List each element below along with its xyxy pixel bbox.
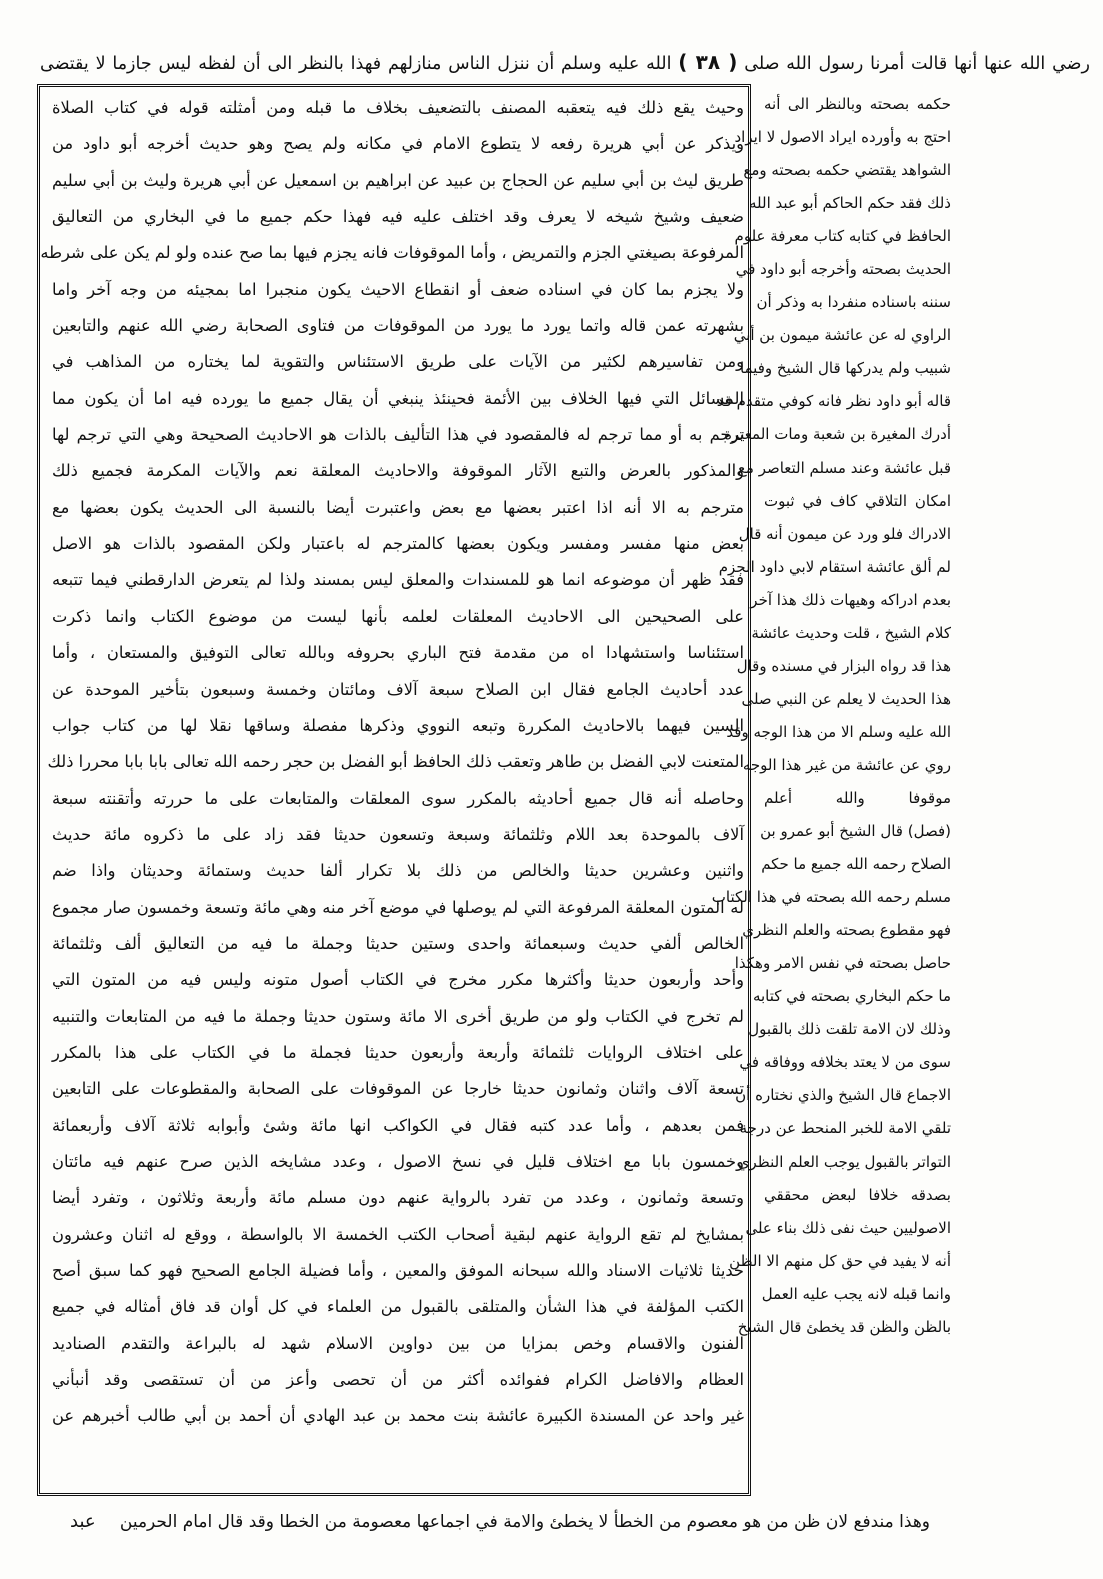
main-text-line: ولا يجزم بما كان في اسناده ضعف أو انقطاع الاحيث يكون منجبرا اما بمجيئه من وجه آخر واما: [52, 279, 744, 299]
margin-text-line: بصدقه خلافا لبعض محققي: [764, 1185, 951, 1204]
margin-text-line: أدرك المغيرة بن شعبة ومات المغيرة: [724, 425, 951, 444]
main-text-line: والمذكور بالعرض والتبع الآثار الموقوفة والاحاديث المعلقة نعم والآيات المكرمة فجميع ذلك: [52, 461, 744, 481]
margin-text-line: امكان التلاقي كاف في ثبوت: [764, 491, 951, 510]
margin-text-line: هذا الحديث لا يعلم عن النبي صلى: [741, 689, 951, 708]
footer: [40, 1502, 1090, 1542]
margin-text-line: الله عليه وسلم الا من هذا الوجه وقد: [726, 722, 951, 741]
margin-text-line: تلقي الامة للخبر المنحط عن درجة: [739, 1119, 951, 1138]
main-text-line: آلاف بالموحدة بعد اللام وثلثمائة وسبعة وتسعون حديثا فقد زاد على ما ذكروه مائة حديث: [52, 824, 744, 844]
running-header: [40, 42, 1090, 82]
margin-text-line: حكمه بصحته وبالنظر الى أنه: [764, 95, 951, 113]
margin-text-line: التواتر بالقبول يوجب العلم النظري: [737, 1152, 951, 1171]
main-text-line: بعض منها مفسر ومفسر ويكون بعضها كالمترجم له باعتبار ولكن المقصود بالذات هو الاصل: [52, 534, 744, 554]
main-text-line: لم تخرج في الكتاب ولو من طريق أخرى الا مائة وستون حديثا وجملة ما فيه من المتابعات والتنبيه: [52, 1006, 744, 1026]
margin-text-line: الراوي له عن عائشة ميمون بن أبي: [733, 326, 951, 345]
margin-text-line: الحافظ في كتابه كتاب معرفة علوم: [734, 227, 951, 246]
margin-text-line: الادراك فلو ورد عن ميمون أنه قال: [738, 524, 951, 543]
footer-text: وهذا مندفع لان ظن من هو معصوم من الخطأ لا يخطئ والامة في اجماعها معصومة من الخطا وقد قال امام الحرمين: [119, 1512, 930, 1532]
margin-text-line: قاله أبو داود نظر فانه كوفي متقدم قد: [716, 392, 951, 411]
margin-text-line: موقوفا والله أعلم: [764, 788, 951, 807]
main-text-line: العظام والافاضل الكرام ففوائده أكثر من أن تحصى وأعز من أن تستقصى وقد أنبأني: [52, 1370, 744, 1390]
margin-text-line: شبيب ولم يدركها قال الشيخ وفيما: [739, 359, 951, 378]
main-text-line: المسائل التي فيها الخلاف بين الأئمة فحينئذ ينبغي أن يقال جميع ما يورده فيه اما أن يكون مما: [52, 388, 744, 408]
main-text-block: [40, 90, 744, 1492]
main-text-line: وخمسون بابا مع اختلاف قليل في نسخ الاصول ، وعدد مشايخه الذين صرح عنهم فيه مائتان: [52, 1151, 744, 1171]
main-text-line: بمشايخ لم تقع الرواية عنهم لبقية أصحاب الكتب الخمسة الا بالواسطة ، ووقع له اثنان وعشرون: [52, 1224, 744, 1244]
main-text-line: المتعنت لابي الفضل بن طاهر وتعقب ذلك الحافظ أبو الفضل بن حجر رحمه الله تعالى بابا بابا محررا ذلك: [47, 752, 744, 772]
main-text-line: له المتون المعلقة المرفوعة التي لم يوصلها في موضع آخر منه وهي مائة وتسعة وخمسون صار مجموع: [52, 897, 744, 917]
margin-text-line: ما حكم البخاري بصحته في كتابه: [752, 987, 951, 1006]
main-text-line: وحيث يقع ذلك فيه يتعقبه المصنف بالتضعيف بخلاف ما قبله ومن أمثلته قوله في كتاب الصلاة: [52, 98, 744, 117]
margin-text-line: أنه لا يفيد في حق كل منهم الا الظن: [729, 1251, 951, 1270]
margin-text-line: الاصوليين حيث نفى ذلك بناء على: [745, 1218, 951, 1237]
main-text-line: الكتب المؤلفة في هذا الشأن والمتلقى بالقبول من العلماء في كل أوان قد فاق أمثاله في جميع: [52, 1297, 744, 1317]
main-text-line: المرفوعة بصيغتي الجزم والتمريض ، وأما الموقوفات فانه يجزم فيها بما صح عنده ولو لم يكن على شرطه: [40, 243, 744, 263]
margin-commentary: [711, 88, 1091, 1510]
margin-text-line: الشواهد يقتضي حكمه بصحته ومع: [743, 161, 951, 180]
main-text-line: عدد أحاديث الجامع فقال ابن الصلاح سبعة آلاف ومائتان وخمسة وسبعون بتأخير الموحدة عن: [52, 679, 744, 699]
margin-text-line: الاجماع قال الشيخ والذي نختاره أن: [735, 1086, 951, 1105]
margin-text-line: كلام الشيخ ، قلت وحديث عائشة: [751, 623, 951, 642]
header-text-right: رضي الله عنها أنها قالت أمرنا رسول الله صلى: [744, 54, 1090, 74]
margin-text-line: روي عن عائشة من غير هذا الوجه: [742, 755, 951, 774]
page-number: ( ٣٨ ): [678, 50, 738, 74]
margin-text-line: بالظن والظن قد يخطئ قال الشيخ: [737, 1317, 951, 1336]
margin-text-line: وانما قبله لانه يجب عليه العمل: [761, 1284, 951, 1303]
margin-text-line: لم ألق عائشة استقام لابي داود الجزم: [718, 557, 951, 576]
main-text-line: بشهرته عمن قاله واتما يورد ما يورد من الموقوفات من فتاوى الصحابة رضي الله عنهم والتابعين: [52, 316, 744, 336]
margin-text-line: بعدم ادراكه وهيهات ذلك هذا آخر: [750, 590, 951, 609]
header-text-left: الله عليه وسلم أن ننزل الناس منازلهم فهذا بالنظر الى أن لفظه ليس جازما لا يقتضى: [40, 54, 672, 74]
margin-text-line: احتج به وأورده ايراد الاصول لا ايراد: [734, 128, 951, 147]
main-text-line: الخالص ألفي حديث وسبعمائة واحدى وستين حديثا وجملة ما فيه من التعاليق ألف وثلثمائة: [52, 933, 744, 953]
main-text-line: ترجم به أو مما ترجم له فالمقصود في هذا التأليف بالذات هو الاحاديث الصحيحة وهي التي ترجم لها: [52, 425, 744, 445]
main-text-line: غير واحد عن المسندة الكبيرة عائشة بنت محمد بن عبد الهادي أن أحمد بن أبي طالب أخبرهم عن: [52, 1406, 744, 1426]
main-text-line: حديثا ثلاثيات الاسناد والله سبحانه الموفق والمعين ، وأما فضيلة الجامع الصحيح فهو كما سبق أصح: [52, 1261, 744, 1280]
main-text-line: وأحد وأربعون حديثا وأكثرها مكرر مخرج في الكتاب أصول متونه وليس فيه من المتون التي: [52, 970, 744, 990]
margin-text-line: هذا قد رواه البزار في مسنده وقال: [736, 656, 951, 675]
catchword: عبد: [70, 1511, 96, 1532]
main-text-line: ضعيف وشيخ شيخه لا يعرف وقد اختلف عليه فيه فهذا حكم جميع ما في البخاري من التعاليق: [52, 207, 744, 227]
main-text-line: مترجم به الا أنه اذا اعتبر بعضها مع بعض واعتبرت أيضا بالنسبة الى الحديث يكون بعضها مع: [52, 497, 744, 517]
main-text-line: فقد ظهر أن موضوعه انما هو للمسندات والمعلق ليس بمسند ولذا لم يتعرض الدارقطني فيما تتبعه: [52, 570, 744, 590]
main-text-line: طريق ليث بن أبي سليم عن الحجاج بن عبيد عن ابراهيم بن اسمعيل عن أبي هريرة وليث بن أبي سليم: [52, 170, 744, 190]
margin-text-line: سننه باسناده منفردا به وذكر أن: [756, 293, 951, 312]
main-text-line: ويذكر عن أبي هريرة رفعه لا يتطوع الامام في مكانه ولم يصح وهو حديث أخرجه أبو داود من: [52, 134, 744, 154]
main-text-line: واثنين وعشرين حديثا والخالص من ذلك بلا تكرار ألفا حديث وستمائة وحديثان واذا ضم: [52, 861, 744, 881]
margin-text-line: (فصل) قال الشيخ أبو عمرو بن: [760, 822, 951, 841]
margin-text-line: قبل عائشة وعند مسلم التعاصر مع: [737, 458, 951, 477]
margin-text-line: حاصل بصحته في نفس الامر وهكذا: [734, 954, 951, 973]
main-text-line: على اختلاف الروايات ثلثمائة وأربعة وأربعون حديثا فجملة ما في الكتاب على هذا بالمكرر: [52, 1042, 744, 1062]
main-text-line: الفنون والاقسام وخص بمزايا من بين دواوين الاسلام شهد له بالبراعة والتقدم الصناديد: [52, 1333, 744, 1353]
margin-text-line: وذلك لان الامة تلقت ذلك بالقبول: [748, 1020, 951, 1039]
main-text-line: وحاصله أنه قال جميع أحاديثه بالمكرر سوى المعلقات والمتابعات على ما حررته وأتقنته سبعة: [52, 788, 744, 808]
margin-text-line: سوى من لا يعتد بخلافه ووفاقه في: [739, 1053, 951, 1072]
margin-text-line: مسلم رحمه الله بصحته في هذا الكتاب: [711, 888, 951, 907]
margin-text-line: فهو مقطوع بصحته والعلم النظري: [742, 921, 951, 940]
main-text-line: فمن بعدهم ، وأما عدد كتبه فقال في الكواكب انها مائة وشئ وأبوابه ثلاثة آلاف وأربعمائة: [52, 1115, 744, 1135]
main-text-line: تسعة آلاف واثنان وثمانون حديثا خارجا عن الموقوفات على الصحابة والمقطوعات على التابعين: [52, 1079, 744, 1099]
main-text-line: ومن تفاسيرهم لكثير من الآيات على طريق الاستئناس والتقوية لما يختاره من المذاهب في: [52, 352, 744, 372]
margin-text-line: ذلك فقد حكم الحاكم أبو عبد الله: [749, 194, 951, 213]
margin-text-line: الصلاح رحمه الله جميع ما حكم: [761, 855, 951, 874]
main-text-line: على الصحيحين الى الاحاديث المعلقات لعلمه بأنها ليست من موضوع الكتاب وانما ذكرت: [52, 606, 744, 626]
main-text-line: استئناسا واستشهادا اه من مقدمة فتح الباري بحروفه وبالله تعالى التوفيق والمستعان ، وأما: [52, 643, 744, 663]
main-text-line: السين فيهما بالاحاديث المكررة وتبعه النووي وذكرها مفصلة وساقها نقلا لها من كتاب جواب: [52, 715, 744, 735]
margin-text-line: الحديث بصحته وأخرجه أبو داود في: [735, 260, 951, 279]
main-text-line: وتسعة وثمانون ، وعدد من تفرد بالرواية عنهم دون مسلم مائة وأربعة وثلاثون ، وتفرد أيضا: [52, 1188, 744, 1208]
